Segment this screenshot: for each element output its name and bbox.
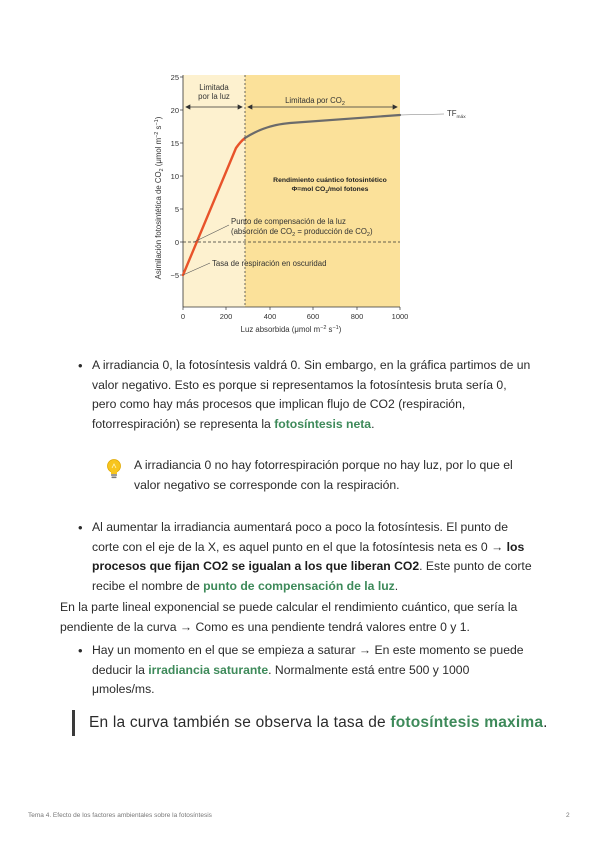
x-tick-label: 1000	[391, 312, 409, 321]
compensation-point-label: Punto de compensación de la luz	[231, 217, 346, 226]
x-axis-label: Luz absorbida (μmol $m^{-2}$ $s^{-1}$)	[240, 325, 342, 334]
y-tick-label: 0	[174, 238, 179, 247]
y-axis-label: Asimilación fotosintética de $CO_2$ (μmol $m^{-2}$ $s^{-1}$)	[154, 116, 165, 280]
light-region-label: por la luz	[198, 92, 230, 101]
tip-text: A irradiancia 0 no hay fotorrespiración porque no hay luz, por lo que el valor negativo se corresponde con la respiración.	[134, 458, 513, 492]
list-item: • Hay un momento en el que se empieza a saturar → En este momento se puede deducir la irradiancia saturante. Normalmente está entre 500 y 1000 μmoles/ms.	[72, 641, 532, 700]
highlight-term: fotosíntesis neta	[274, 416, 372, 431]
lightbulb-icon	[106, 458, 122, 480]
compensation-point-detail: (absorción de $CO_2$ = producción de $CO_2$)	[231, 227, 373, 238]
quantum-yield-label: Rendimiento cuántico fotosintético	[273, 177, 387, 184]
list-item: • A irradiancia 0, la fotosíntesis valdrá 0. Sin embargo, en la gráfica partimos de un valor negativo. Esto es porque si representamos la fotosíntesis bruta sería 0, pero como hay más procesos que implican flujo de CO2 (respiración, fotorrespiración) se representa la fotosíntesis neta.	[72, 356, 532, 434]
highlight-term: fotosíntesis maxima	[390, 714, 544, 731]
x-tick-label: 200	[219, 312, 233, 321]
highlight-term: irradiancia saturante	[148, 662, 269, 677]
highlight-term: punto de compensación de la luz	[203, 578, 395, 593]
x-tick-label: 600	[306, 312, 320, 321]
x-tick-label: 800	[350, 312, 364, 321]
y-ticks	[170, 73, 183, 280]
co2-region-label: Limitada por $CO_2$	[285, 96, 345, 107]
list-item: • Al aumentar la irradiancia aumentará poco a poco la fotosíntesis. El punto de corte con el eje de la X, es aquel punto en el que la fotosíntesis neta es 0 → los procesos que fijan CO2 se igualan a los que liberan CO2. Este punto de corte recibe el nombre de punto de compensación de la luz.	[72, 518, 532, 596]
bold-term: los procesos que fijan CO2 se igualan a los que liberan CO2	[92, 539, 525, 573]
dark-respiration-label: Tasa de respiración en oscuridad	[212, 259, 327, 268]
quantum-yield-formula: Φ=mol $CO_2$/mol fotones	[291, 186, 369, 195]
bullet-list-3	[72, 641, 532, 700]
y-tick-label: 25	[170, 73, 179, 82]
photosynthesis-light-curve-figure	[150, 70, 480, 345]
blockquote: En la curva también se observa la tasa de fotosíntesis maxima.	[72, 710, 559, 736]
light-limited-region	[183, 75, 245, 307]
y-tick-label: 15	[170, 139, 179, 148]
x-tick-label: 0	[180, 312, 186, 321]
tip-callout	[108, 456, 528, 495]
y-tick-label: 5	[174, 205, 179, 214]
bullet-list-2	[72, 518, 532, 596]
x-tick-label: 400	[263, 312, 277, 321]
y-tick-label: 20	[170, 106, 179, 115]
tf-max-label: $TF_{máx}$	[447, 109, 466, 120]
y-tick-label: 10	[170, 172, 179, 181]
tf-max-leader	[400, 114, 444, 115]
x-ticks	[181, 307, 408, 321]
bullet-list-1	[72, 356, 532, 434]
page-number: 2	[566, 812, 570, 819]
y-tick-label: −5	[170, 271, 179, 280]
light-region-label: Limitada	[199, 83, 229, 92]
footer-title: Tema 4. Efecto de los factores ambientales sobre la fotosíntesis	[28, 812, 212, 819]
paragraph: En la parte lineal exponencial se puede calcular el rendimiento cuántico, que sería la pendiente de la curva → Como es una pendiente tendrá valores entre 0 y 1.	[60, 600, 518, 634]
